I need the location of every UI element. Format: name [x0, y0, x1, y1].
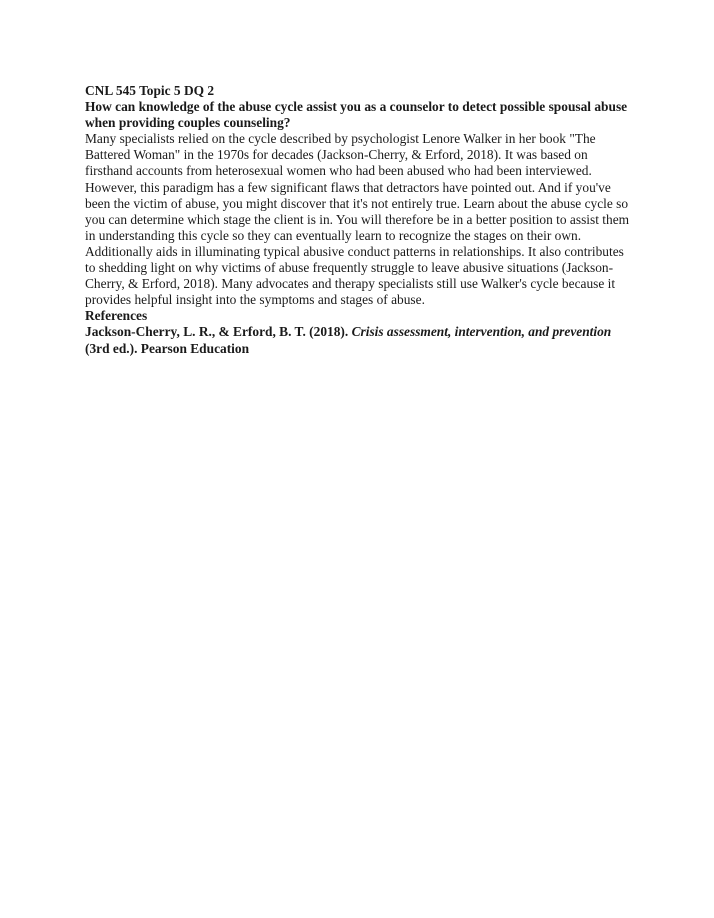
discussion-question: How can knowledge of the abuse cycle assist you as a counselor to detect possible spousal abuse when providing couples counseling? [85, 99, 628, 131]
body-paragraph: Many specialists relied on the cycle described by psychologist Lenore Walker in her book "The Battered Woman" in the 1970s for decades (Jackson-Cherry, & Erford, 2018). It was based on firsthand accounts from heterosexual women who had been abused who had been interviewed. However, this paradigm has a few significant flaws that detractors have pointed out. And if you've been the victim of abuse, you might discover that it's not entirely true. Learn about the abuse cycle so you can determine which stage the client is in. You will therefore be in a better position to assist them in understanding this cycle so they can eventually learn to recognize the stages on their own. Additionally aids in illuminating typical abusive conduct patterns in relationships. It also contributes to shedding light on why victims of abuse frequently struggle to leave abusive situations (Jackson-Cherry, & Erford, 2018). Many advocates and therapy specialists still use Walker's cycle because it provides helpful insight into the symptoms and stages of abuse. [85, 131, 630, 308]
reference-edition-publisher: (3rd ed.). Pearson Education [85, 340, 250, 356]
document-page [85, 83, 631, 357]
reference-title: Crisis assessment, intervention, and prevention [351, 324, 612, 340]
references-heading: References [85, 308, 148, 324]
document-title: CNL 545 Topic 5 DQ 2 [85, 83, 215, 98]
reference-entry [85, 324, 631, 356]
reference-authors: Jackson-Cherry, L. R., & Erford, B. T. (2018). [85, 324, 349, 340]
